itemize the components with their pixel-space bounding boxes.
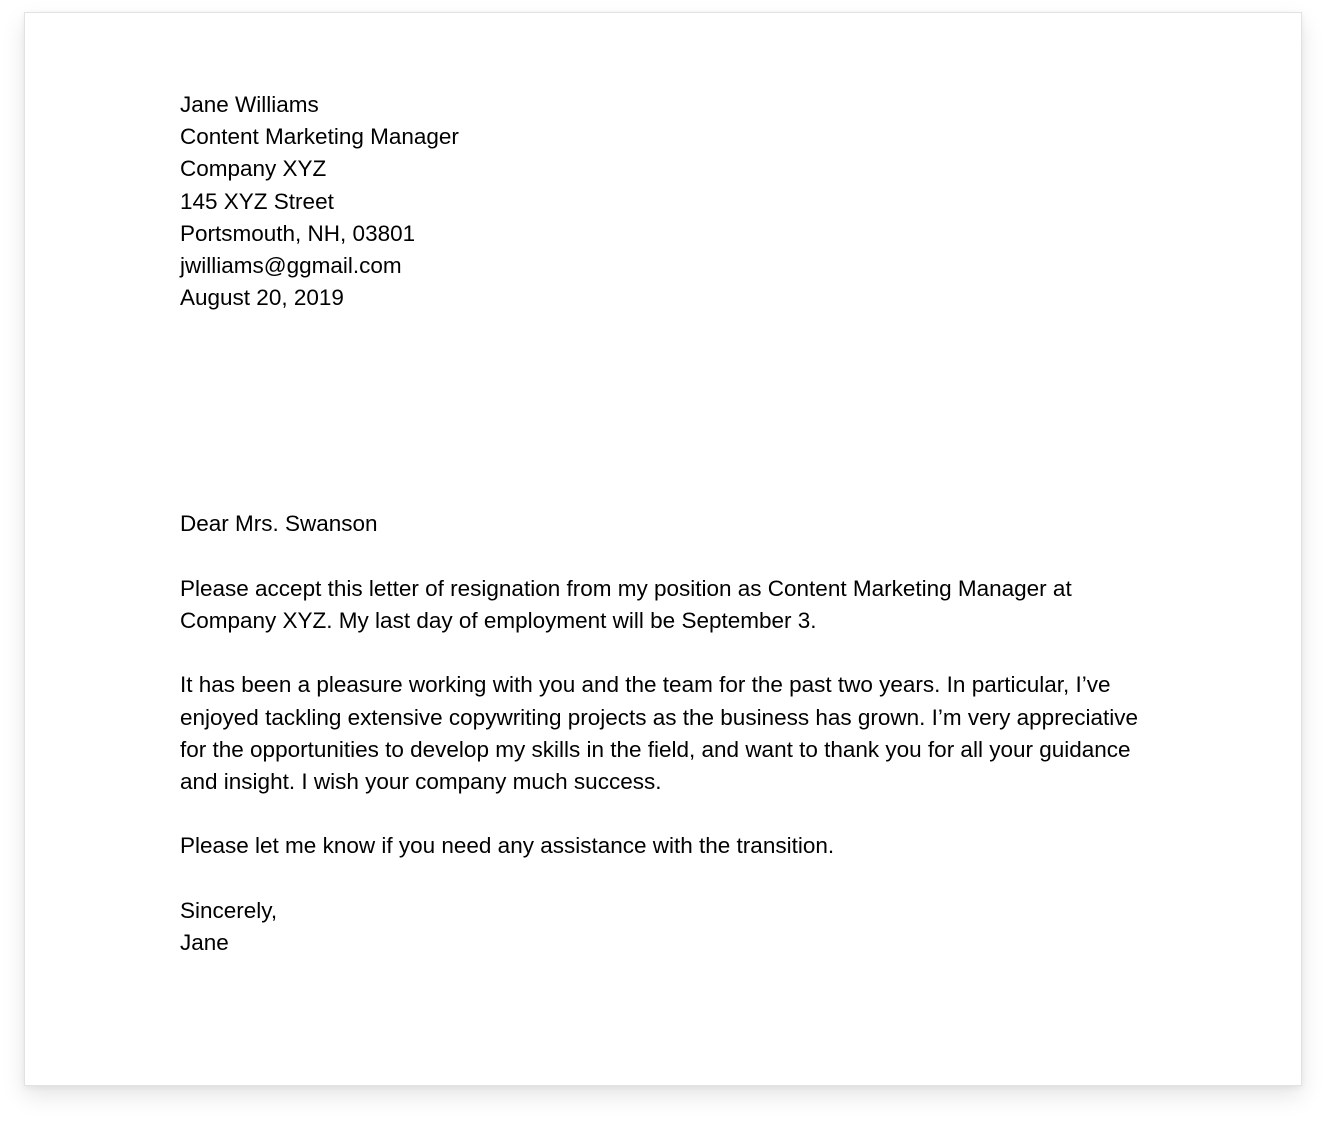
signature: Jane xyxy=(180,930,229,955)
letter-content xyxy=(180,89,1160,959)
sender-name: Jane Williams xyxy=(180,92,319,117)
sender-company: Company XYZ xyxy=(180,156,327,182)
sender-street: 145 XYZ Street xyxy=(180,188,334,214)
letter-page xyxy=(24,12,1302,1086)
body-paragraph-3: Please let me know if you need any assistance with the transition. xyxy=(180,833,835,859)
body-paragraph-2: It has been a pleasure working with you and the team for the past two years. In particular, I’ve enjoyed tackling extensive copywriting projects as the business has grown. I’m very appreciative for the opportunities to develop my skills in the field, and want to thank you for all your guidance and insight. I wish your company much success. xyxy=(180,672,1138,795)
closing: Sincerely, xyxy=(180,897,278,923)
sender-block xyxy=(180,89,1160,314)
body-paragraph-1: Please accept this letter of resignation from my position as Content Marketing Manager at Company XYZ. My last day of employment will be September 3. xyxy=(180,575,1072,634)
salutation: Dear Mrs. Swanson xyxy=(180,511,378,537)
sender-email: jwilliams@ggmail.com xyxy=(180,253,402,279)
sender-city: Portsmouth, NH, 03801 xyxy=(180,220,416,246)
sender-title: Content Marketing Manager xyxy=(180,124,459,150)
letter-date: August 20, 2019 xyxy=(180,285,344,311)
